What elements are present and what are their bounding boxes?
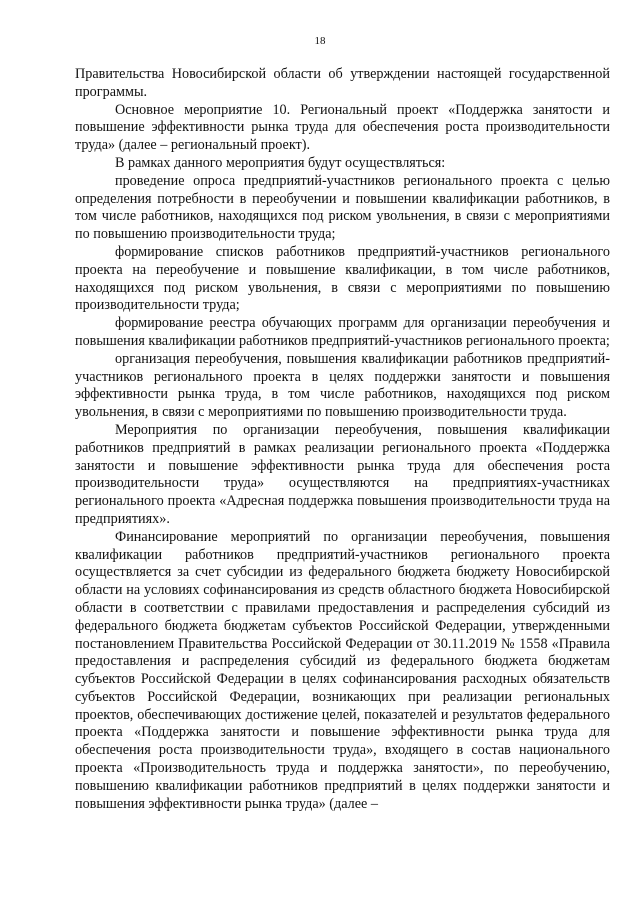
paragraph-registry-item: формирование реестра обучающих программ для организации переобучения и повышения квалификации работников предприятий-участников регионального проекта;: [75, 315, 610, 349]
paragraph-financing: Финансирование мероприятий по организации переобучения, повышения квалификации работников предприятий-участников регионального проекта осуществляется за счет субсидии из федерального бюджета бюджету Новосибирской области на условиях софинансирования из средств областного бюджета Новосибирской области в соответствии с правилами предоставления и распределения субсидий из федерального бюджета бюджетам субъектов Российской Федерации, утвержденными постановлением Правительства Российской Федерации от 30.11.2019 № 1558 «Правила предоставления и распределения субсидий из федерального бюджета бюджетам субъектов Российской Федерации в целях софинансирования расходных обязательств субъектов Российской Федерации, возникающих при реализации региональных проектов, обеспечивающих достижение целей, показателей и результатов федерального проекта «Поддержка занятости и повышение эффективности рынка труда для обеспечения роста производительности труда», входящего в состав национального проекта «Производительность труда и поддержка занятости», по переобучению, повышению квалификации работников предприятий в целях поддержки занятости и повышения эффективности рынка труда» (далее –: [75, 528, 610, 812]
paragraph-measures: Мероприятия по организации переобучения, повышения квалификации работников предприятий в рамках реализации регионального проекта «Поддержка занятости и повышение эффективности рынка труда для обеспечения роста производительности труда» осуществляются на предприятиях-участниках регионального проекта «Адресная поддержка повышения производительности труда на предприятиях».: [75, 421, 610, 527]
page-number: 18: [314, 35, 326, 47]
paragraph-activities-lead: В рамках данного мероприятия будут осуществляться:: [115, 154, 446, 171]
paragraph-main-activity-10: Основное мероприятие 10. Региональный проект «Поддержка занятости и повышение эффективности рынка труда для обеспечения роста производительности труда» (далее – региональный проект).: [75, 101, 610, 154]
document-body: [75, 66, 610, 813]
paragraph-retraining-item: организация переобучения, повышения квалификации работников предприятий-участников регионального проекта в целях поддержки занятости и повышения эффективности рынка труда, в том числе работников, находящихся под риском увольнения, в связи с мероприятиями по повышению производительности труда.: [75, 350, 610, 421]
paragraph-survey-item: проведение опроса предприятий-участников регионального проекта с целью определения потребности в переобучении и повышении квалификации работников, в том числе работников, находящихся под риском увольнения, в связи с мероприятиями по повышению производительности труда;: [75, 172, 610, 243]
paragraph-lists-item: формирование списков работников предприятий-участников регионального проекта на переобучение и повышение квалификации, в том числе работников, находящихся под риском увольнения, в связи с мероприятиями по повышению производительности труда;: [75, 243, 610, 314]
paragraph-intro-continuation: Правительства Новосибирской области об утверждении настоящей государственной программы.: [75, 66, 610, 100]
